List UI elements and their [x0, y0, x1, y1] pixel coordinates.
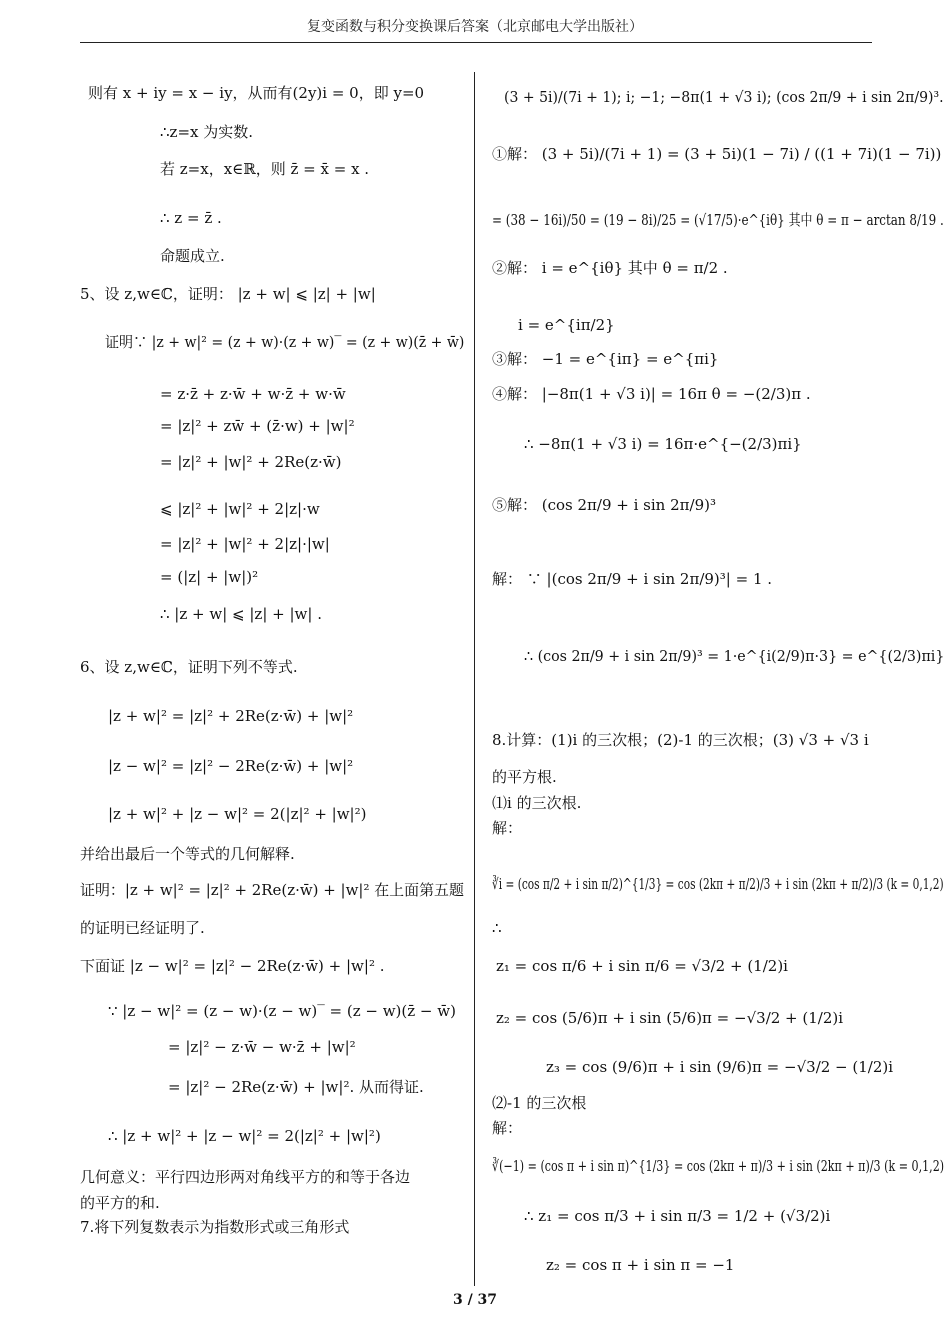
- left-text-line: 5、设 z,w∈ℂ，证明： |z + w| ⩽ |z| + |w|: [80, 285, 376, 303]
- right-text-line: ∛(−1) = (cos π + i sin π)^{1/3} = cos (2kπ + π)/3 + i sin (2kπ + π)/3 (k = 0,1,2): [492, 1157, 945, 1175]
- right-text-line: ②解： i = e^{iθ} 其中 θ = π/2 .: [492, 259, 728, 277]
- right-text-line: 解：: [492, 819, 523, 837]
- right-text-line: (3 + 5i)/(7i + 1); i; −1; −8π(1 + √3 i); (cos 2π/9 + i sin 2π/9)³.: [504, 88, 944, 106]
- left-text-line: 则有 x + iy = x − iy，从而有(2y)i = 0，即 y=0: [88, 84, 425, 102]
- left-text-line: |z + w|² = |z|² + 2Re(z·w̄) + |w|²: [108, 707, 354, 725]
- left-text-line: 证明：|z + w|² = |z|² + 2Re(z·w̄) + |w|² 在上面第五题: [80, 881, 464, 899]
- left-text-line: ∵ |z − w|² = (z − w)·(z − w)‾ = (z − w)(z̄ − w̄): [108, 1002, 456, 1020]
- left-text-line: |z − w|² = |z|² − 2Re(z·w̄) + |w|²: [108, 757, 354, 775]
- left-text-line: 命题成立.: [160, 247, 225, 265]
- right-text-line: ∛i = (cos π/2 + i sin π/2)^{1/3} = cos (2kπ + π/2)/3 + i sin (2kπ + π/2)/3 (k = 0,1,2): [492, 875, 944, 893]
- right-text-line: ⑴i 的三次根.: [492, 794, 582, 812]
- right-text-line: z₃ = cos (9/6)π + i sin (9/6)π = −√3/2 − (1/2)i: [546, 1058, 894, 1076]
- right-text-line: 8.计算：(1)i 的三次根；(2)-1 的三次根；(3) √3 + √3 i: [492, 731, 869, 749]
- left-text-line: 7.将下列复数表示为指数形式或三角形式: [80, 1218, 350, 1236]
- left-text-line: = |z|² + zw̄ + (z̄·w) + |w|²: [160, 417, 355, 435]
- right-text-line: z₂ = cos π + i sin π = −1: [546, 1256, 735, 1274]
- left-text-line: ⩽ |z|² + |w|² + 2|z|·w: [160, 500, 320, 518]
- right-text-line: 解：: [492, 1119, 523, 1137]
- right-text-line: ④解： |−8π(1 + √3 i)| = 16π θ = −(2/3)π .: [492, 385, 811, 403]
- left-text-line: 的平方的和.: [80, 1194, 160, 1212]
- right-text-line: z₁ = cos π/6 + i sin π/6 = √3/2 + (1/2)i: [496, 957, 788, 975]
- page-header: 复变函数与积分变换课后答案（北京邮电大学出版社）: [307, 19, 643, 35]
- right-text-line: 的平方根.: [492, 768, 557, 786]
- left-text-line: 的证明已经证明了.: [80, 919, 205, 937]
- right-text-line: ①解： (3 + 5i)/(7i + 1) = (3 + 5i)(1 − 7i) / ((1 + 7i)(1 − 7i)): [492, 145, 942, 163]
- left-text-line: = z·z̄ + z·w̄ + w·z̄ + w·w̄: [160, 385, 346, 403]
- right-text-line: ∴ z₁ = cos π/3 + i sin π/3 = 1/2 + (√3/2)i: [524, 1207, 831, 1225]
- right-text-line: i = e^{iπ/2}: [518, 316, 615, 334]
- page-number: 3 / 37: [452, 1292, 498, 1308]
- right-text-line: z₂ = cos (5/6)π + i sin (5/6)π = −√3/2 + (1/2)i: [496, 1009, 844, 1027]
- right-text-line: ∴ (cos 2π/9 + i sin 2π/9)³ = 1·e^{i(2/9)π·3} = e^{(2/3)πi}: [524, 647, 945, 665]
- left-text-line: = |z|² − z·w̄ − w·z̄ + |w|²: [168, 1038, 356, 1056]
- left-text-line: ∴z=x 为实数.: [160, 123, 254, 141]
- left-text-line: 证明∵ |z + w|² = (z + w)·(z + w)‾ = (z + w)(z̄ + w̄): [105, 333, 465, 351]
- left-text-line: = |z|² − 2Re(z·w̄) + |w|². 从而得证.: [168, 1078, 424, 1096]
- left-text-line: |z + w|² + |z − w|² = 2(|z|² + |w|²): [108, 805, 367, 823]
- right-text-line: = (38 − 16i)/50 = (19 − 8i)/25 = (√17/5)·e^{iθ} 其中 θ = π − arctan 8/19 .: [492, 211, 944, 229]
- right-text-line: 解： ∵ |(cos 2π/9 + i sin 2π/9)³| = 1 .: [492, 570, 773, 588]
- right-text-line: ⑵-1 的三次根: [492, 1094, 587, 1112]
- left-text-line: 几何意义：平行四边形两对角线平方的和等于各边: [80, 1168, 411, 1186]
- header-rule: [80, 42, 872, 43]
- left-text-line: ∴ z = z̄ .: [160, 209, 222, 227]
- left-text-line: ∴ |z + w|² + |z − w|² = 2(|z|² + |w|²): [108, 1127, 381, 1145]
- left-text-line: 并给出最后一个等式的几何解释.: [80, 845, 295, 863]
- right-text-line: ⑤解： (cos 2π/9 + i sin 2π/9)³: [492, 496, 716, 514]
- right-text-line: ③解： −1 = e^{iπ} = e^{πi}: [492, 350, 719, 368]
- right-text-line: ∴ −8π(1 + √3 i) = 16π·e^{−(2/3)πi}: [524, 435, 802, 453]
- left-text-line: = |z|² + |w|² + 2|z|·|w|: [160, 535, 330, 553]
- column-divider: [474, 72, 475, 1286]
- left-text-line: 若 z=x，x∈ℝ，则 z̄ = x̄ = x .: [160, 160, 370, 178]
- left-text-line: = |z|² + |w|² + 2Re(z·w̄): [160, 453, 342, 471]
- left-text-line: 6、设 z,w∈ℂ，证明下列不等式.: [80, 658, 298, 676]
- left-text-line: ∴ |z + w| ⩽ |z| + |w| .: [160, 605, 322, 623]
- left-text-line: 下面证 |z − w|² = |z|² − 2Re(z·w̄) + |w|² .: [80, 957, 385, 975]
- left-text-line: = (|z| + |w|)²: [160, 568, 259, 586]
- right-text-line: ∴: [492, 919, 502, 937]
